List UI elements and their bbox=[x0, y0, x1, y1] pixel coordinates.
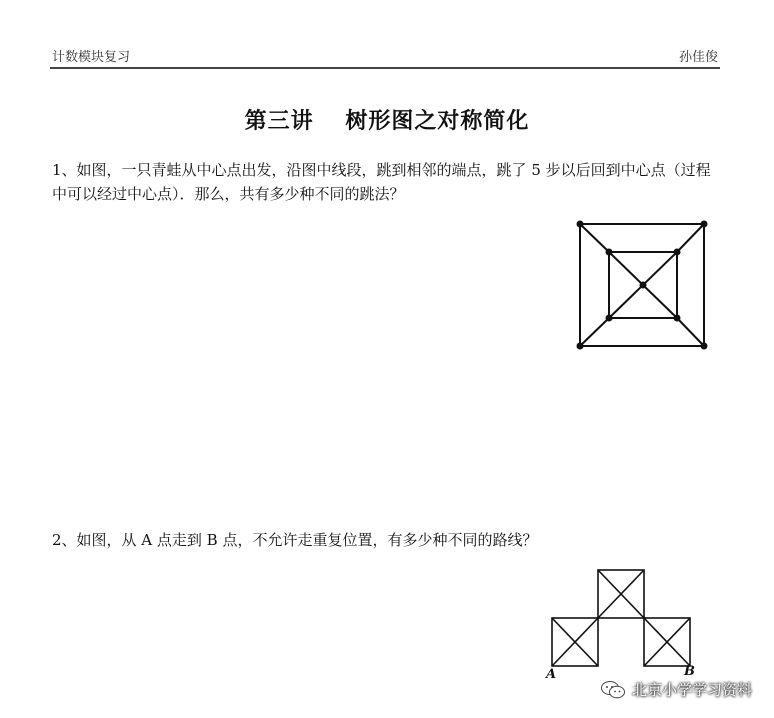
wechat-icon bbox=[600, 680, 626, 700]
vertex-outer-br bbox=[701, 343, 708, 350]
header-author: 孙佳俊 bbox=[678, 50, 718, 65]
question-1-figure bbox=[572, 218, 712, 356]
header-course-title: 计数模块复习 bbox=[52, 50, 131, 65]
watermark bbox=[600, 679, 752, 700]
question-2-figure bbox=[540, 566, 700, 690]
stepped-squares-diagram bbox=[540, 566, 700, 686]
corner-link-br bbox=[677, 318, 704, 346]
point-b-label: B bbox=[684, 664, 695, 679]
vertex-inner-tr bbox=[674, 249, 681, 256]
question-1-text: 1、如图，一只青蛙从中心点出发，沿图中线段，跳到相邻的端点，跳了 5 步以后回到中心点（过程中可以经过中心点）．那么，共有多少种不同的跳法？ bbox=[52, 161, 711, 203]
watermark-text: 北京小学学习资料 bbox=[631, 681, 752, 699]
vertex-inner-bl bbox=[606, 315, 613, 322]
vertex-inner-tl bbox=[606, 249, 613, 256]
vertex-outer-bl bbox=[577, 343, 584, 350]
corner-link-tl bbox=[580, 224, 609, 252]
corner-link-bl bbox=[580, 318, 609, 346]
nested-squares-diagram bbox=[572, 218, 712, 352]
question-2-text: 2、如图，从 A 点走到 B 点，不允许走重复位置，有多少种不同的路线？ bbox=[52, 531, 538, 549]
vertex-inner-br bbox=[674, 315, 681, 322]
corner-link-tr bbox=[677, 224, 704, 252]
header-divider bbox=[50, 67, 720, 69]
vertex-center bbox=[640, 282, 647, 289]
point-a-label: A bbox=[546, 667, 557, 682]
lecture-title: 第三讲 树形图之对称简化 bbox=[244, 108, 530, 134]
vertex-outer-tl bbox=[577, 221, 584, 228]
vertex-outer-tr bbox=[701, 221, 708, 228]
